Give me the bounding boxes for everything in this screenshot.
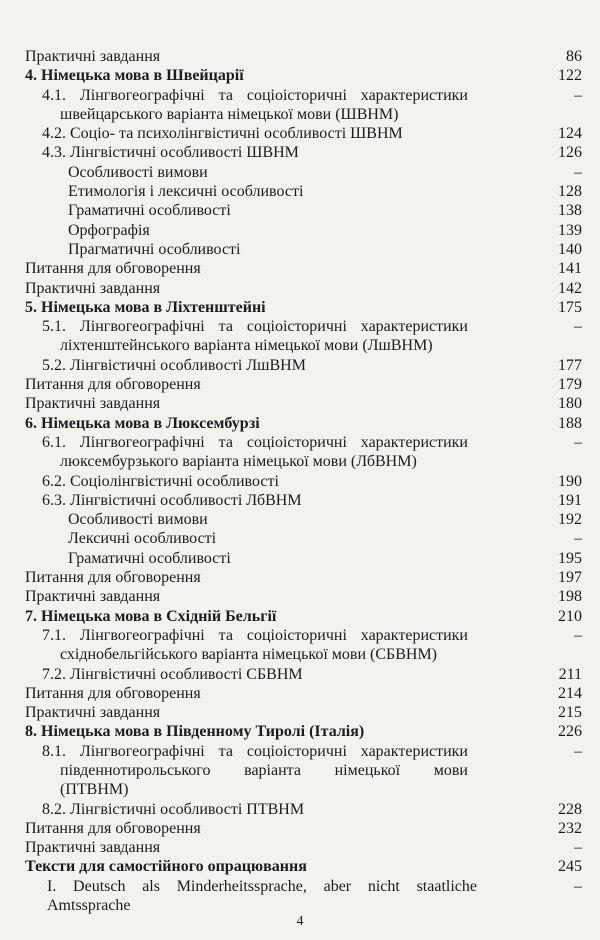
- toc-entry-line: Практичні завдання: [25, 279, 161, 297]
- toc-entry-title: [68, 529, 468, 548]
- toc-entry: [0, 684, 600, 703]
- toc-entry-title: [68, 163, 468, 182]
- toc-entry-line: 7. Німецька мова в Східній Бельгії: [25, 607, 277, 625]
- toc-chapter-entry: [0, 607, 600, 626]
- toc-entry-line: Практичні завдання: [25, 704, 161, 722]
- toc-entry-line: 7.2. Лінгвістичні особливості СБВНМ: [42, 665, 303, 683]
- toc-entry-title: [25, 47, 485, 66]
- toc-entry-title: [25, 394, 485, 413]
- toc-entry: [0, 549, 600, 568]
- toc-entry-line: Питання для обговорення: [25, 569, 201, 587]
- toc-entry-title: [25, 722, 485, 741]
- toc-entry: [0, 356, 600, 375]
- toc-entry: [0, 742, 600, 800]
- toc-entry-title: [68, 240, 468, 259]
- toc-page-number: 228: [558, 800, 582, 818]
- toc-entry: [0, 124, 600, 143]
- toc-entry-title: [25, 838, 485, 857]
- toc-entry-line: Питання для обговорення: [25, 260, 201, 278]
- toc-entry: [0, 375, 600, 394]
- toc-entry-title: [25, 684, 485, 703]
- toc-entry: [0, 259, 600, 278]
- table-of-contents: [0, 47, 600, 915]
- toc-entry: [0, 877, 600, 916]
- toc-entry: [0, 665, 600, 684]
- toc-entry: [0, 587, 600, 606]
- toc-page-number: 198: [558, 588, 582, 606]
- toc-entry-title: [42, 433, 468, 472]
- toc-entry-title: [25, 587, 485, 606]
- toc-entry: [0, 626, 600, 665]
- toc-page-number: 122: [558, 67, 582, 85]
- toc-entry-title: [47, 877, 477, 916]
- toc-entry-line: Лексичні особливості: [68, 530, 217, 548]
- toc-page-number: 191: [558, 491, 582, 509]
- toc-entry: [0, 510, 600, 529]
- toc-page-number: 215: [558, 704, 582, 722]
- toc-entry: [0, 317, 600, 356]
- toc-entry-line: 6. Німецька мова в Люксембурзі: [25, 414, 260, 432]
- toc-entry-line: Граматичні особливості: [68, 202, 231, 220]
- toc-entry-line: Особливості вимови: [68, 163, 208, 181]
- toc-entry-title: [42, 86, 468, 125]
- toc-page-number: 142: [558, 279, 582, 297]
- toc-page-number: 188: [558, 414, 582, 432]
- toc-page-number: 141: [558, 260, 582, 278]
- toc-page-number: –: [574, 433, 582, 451]
- toc-chapter-entry: [0, 722, 600, 741]
- toc-entry-line: східнобельгійського варіанта німецької мови (СБВНМ): [60, 646, 437, 664]
- toc-entry: [0, 201, 600, 220]
- toc-page-number: 86: [566, 48, 582, 65]
- toc-page-number: 245: [558, 858, 582, 876]
- toc-entry-line: Етимологія і лексичні особливості: [68, 183, 304, 201]
- toc-page-number: 179: [558, 376, 582, 394]
- toc-entry: [0, 433, 600, 472]
- toc-entry: [0, 394, 600, 413]
- toc-page-number: –: [574, 742, 582, 760]
- toc-entry: [0, 221, 600, 240]
- toc-entry-title: [42, 742, 468, 800]
- toc-entry-line: Особливості вимови: [68, 511, 208, 529]
- toc-entry-title: [68, 201, 468, 220]
- toc-page-number: 139: [558, 221, 582, 239]
- toc-page-number: 140: [558, 240, 582, 258]
- toc-entry-title: [42, 143, 468, 162]
- toc-entry-line: Орфографія: [68, 221, 150, 239]
- toc-entry-line: 4.1. Лінгвогеографічні та соціоісторичні характеристики: [42, 86, 468, 104]
- toc-entry: [0, 568, 600, 587]
- toc-entry-line: 4. Німецька мова в Швейцарії: [25, 67, 244, 85]
- toc-entry: [0, 703, 600, 722]
- toc-chapter-entry: [0, 857, 600, 876]
- toc-page-number: 232: [558, 819, 582, 837]
- toc-page-number: –: [574, 163, 582, 181]
- toc-page-number: 195: [558, 549, 582, 567]
- toc-entry-line: 4.2. Соціо- та психолінгвістичні особливості ШВНМ: [42, 125, 403, 143]
- toc-entry: [0, 279, 600, 298]
- toc-entry-line: 6.1. Лінгвогеографічні та соціоісторичні характеристики: [42, 433, 468, 451]
- toc-page-number: 126: [558, 144, 582, 162]
- toc-entry-title: [25, 298, 485, 317]
- page-number: 4: [296, 914, 304, 929]
- toc-entry-title: [42, 317, 468, 356]
- toc-entry-line: Практичні завдання: [25, 839, 161, 857]
- toc-entry: [0, 86, 600, 125]
- toc-entry-line: швейцарського варіанта німецької мови (ШВНМ): [60, 105, 399, 123]
- toc-page-number: 177: [558, 356, 582, 374]
- toc-entry-title: [25, 279, 485, 298]
- toc-entry-title: [25, 414, 485, 433]
- toc-entry-line: (ПТВНМ): [60, 781, 129, 799]
- toc-entry-line: 8. Німецька мова в Південному Тиролі (Італія): [25, 723, 365, 741]
- toc-entry-line: люксембурзького варіанта німецької мови (ЛбВНМ): [60, 453, 417, 471]
- toc-entry-line: Граматичні особливості: [68, 549, 231, 567]
- toc-chapter-entry: [0, 414, 600, 433]
- toc-page-number: –: [574, 839, 582, 857]
- toc-entry: [0, 800, 600, 819]
- toc-page-number: 138: [558, 202, 582, 220]
- toc-entry-title: [42, 665, 468, 684]
- toc-entry-title: [42, 626, 468, 665]
- toc-entry-line: 8.2. Лінгвістичні особливості ПТВНМ: [42, 800, 305, 818]
- toc-entry: [0, 143, 600, 162]
- toc-entry: [0, 182, 600, 201]
- toc-entry-line: 7.1. Лінгвогеографічні та соціоісторичні характеристики: [42, 626, 468, 644]
- toc-entry-line: 5.1. Лінгвогеографічні та соціоісторичні характеристики: [42, 318, 468, 336]
- toc-entry-line: південнотирольського варіанта німецької мови: [60, 761, 468, 779]
- toc-entry-title: [68, 221, 468, 240]
- toc-page-number: 226: [558, 723, 582, 741]
- toc-entry-title: [25, 857, 485, 876]
- toc-entry-title: [25, 568, 485, 587]
- toc-entry-title: [25, 259, 485, 278]
- toc-entry: [0, 472, 600, 491]
- toc-page-number: 211: [558, 665, 582, 683]
- toc-entry-line: Прагматичні особливості: [68, 240, 241, 258]
- toc-page-number: 210: [558, 607, 582, 625]
- toc-entry: [0, 819, 600, 838]
- toc-entry-title: [42, 124, 468, 143]
- toc-entry-title: [68, 549, 468, 568]
- toc-entry-line: 5.2. Лінгвістичні особливості ЛшВНМ: [42, 356, 306, 374]
- toc-entry-title: [42, 800, 468, 819]
- toc-page-number: 124: [558, 125, 582, 143]
- toc-entry-line: 6.2. Соціолінгвістичні особливості: [42, 472, 279, 490]
- toc-entry-title: [25, 375, 485, 394]
- toc-entry: [0, 240, 600, 259]
- toc-page-number: –: [574, 530, 582, 548]
- toc-page-number: –: [574, 626, 582, 644]
- toc-entry-line: Практичні завдання: [25, 48, 161, 65]
- toc-entry-title: [25, 66, 485, 85]
- toc-page-number: 180: [558, 395, 582, 413]
- toc-entry-line: Тексти для самостійного опрацювання: [25, 858, 307, 876]
- toc-entry-line: Amtssprache: [47, 897, 131, 915]
- toc-chapter-entry: [0, 298, 600, 317]
- toc-entry-line: Практичні завдання: [25, 395, 161, 413]
- toc-entry-title: [68, 510, 468, 529]
- toc-entry-line: 6.3. Лінгвістичні особливості ЛбВНМ: [42, 491, 302, 509]
- toc-page-number: –: [574, 86, 582, 104]
- toc-entry-title: [42, 491, 468, 510]
- toc-page-number: 190: [558, 472, 582, 490]
- toc-entry: [0, 163, 600, 182]
- toc-entry: [0, 491, 600, 510]
- toc-entry-line: 8.1. Лінгвогеографічні та соціоісторичні характеристики: [42, 742, 468, 760]
- toc-entry-line: Практичні завдання: [25, 588, 161, 606]
- toc-page-number: –: [574, 318, 582, 336]
- toc-chapter-entry: [0, 66, 600, 85]
- toc-entry-title: [25, 819, 485, 838]
- toc-page-number: –: [574, 877, 582, 895]
- toc-entry: [0, 529, 600, 548]
- toc-entry-title: [42, 356, 468, 375]
- toc-entry-line: Питання для обговорення: [25, 819, 201, 837]
- toc-entry-line: ліхтенштейнського варіанта німецької мови (ЛшВНМ): [60, 337, 433, 355]
- toc-entry-title: [25, 703, 485, 722]
- toc-entry-title: [68, 182, 468, 201]
- toc-entry-line: 5. Німецька мова в Ліхтенштейні: [25, 298, 266, 316]
- toc-entry-title: [42, 472, 468, 491]
- toc-page-number: 192: [558, 511, 582, 529]
- toc-page-number: 197: [558, 569, 582, 587]
- toc-entry-title: [25, 607, 485, 626]
- toc-entry-line: Питання для обговорення: [25, 684, 201, 702]
- toc-page-number: 175: [558, 298, 582, 316]
- toc-entry-line: 4.3. Лінгвістичні особливості ШВНМ: [42, 144, 299, 162]
- toc-page-number: 214: [558, 684, 582, 702]
- toc-page-number: 128: [558, 183, 582, 201]
- toc-entry-line: I. Deutsch als Minderheitssprache, aber nicht staatliche: [47, 877, 477, 895]
- toc-entry: [0, 47, 600, 66]
- toc-entry: [0, 838, 600, 857]
- toc-entry-line: Питання для обговорення: [25, 376, 201, 394]
